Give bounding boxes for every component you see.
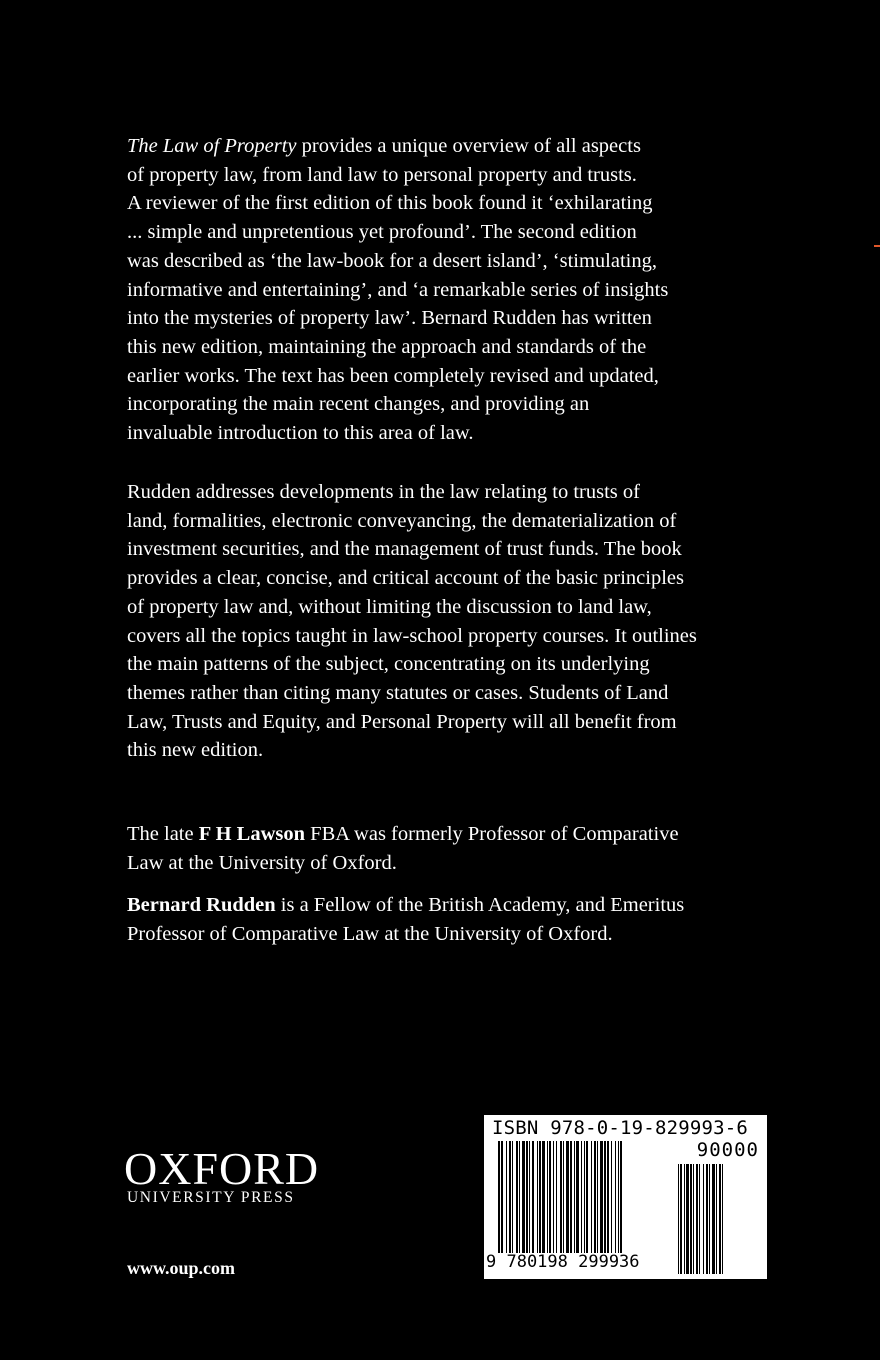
barcode-bar	[542, 1141, 545, 1253]
bio-line: The late F H Lawson FBA was formerly Professor of Comparative	[127, 823, 679, 845]
isbn-barcode	[484, 1115, 767, 1279]
bio-line: Professor of Comparative Law at the University of Oxford.	[127, 922, 613, 945]
blurb-line: themes rather than citing many statutes or cases. Students of Land	[127, 681, 669, 704]
blurb-line: invaluable introduction to this area of law.	[127, 422, 474, 445]
barcode-addon-bars	[678, 1164, 760, 1274]
blurb-line: the main patterns of the subject, concentrating on its underlying	[127, 653, 650, 676]
barcode-bar	[678, 1164, 679, 1274]
blurb-line: earlier works. The text has been completely revised and updated,	[127, 364, 659, 387]
barcode-bar	[526, 1141, 528, 1253]
blurb-paragraph-1	[127, 132, 777, 448]
blurb-line: A reviewer of the first edition of this book found it ‘exhilarating	[127, 192, 653, 215]
barcode-bar	[537, 1141, 538, 1253]
author-bio-lawson	[127, 820, 777, 877]
barcode-bar	[703, 1164, 704, 1274]
blurb-line: of property law and, without limiting the discussion to land law,	[127, 595, 652, 618]
barcode-bar	[563, 1141, 564, 1253]
barcode-bar	[686, 1164, 689, 1274]
barcode-bar	[604, 1141, 606, 1253]
bio-line: Law at the University of Oxford.	[127, 851, 397, 874]
barcode-bar	[566, 1141, 569, 1253]
author-name: F H Lawson	[198, 823, 306, 845]
barcode-bar	[576, 1141, 579, 1253]
barcode-bar	[693, 1164, 694, 1274]
blurb-line: was described as ‘the law-book for a desert island’, ‘stimulating,	[127, 249, 657, 272]
barcode-bar	[709, 1164, 710, 1274]
blurb-line: this new edition.	[127, 739, 264, 762]
barcode-digits: 9 780198 299936	[486, 1252, 640, 1272]
blurb-line: informative and entertaining’, and ‘a remarkable series of insights	[127, 278, 669, 301]
blurb-paragraph-2	[127, 478, 777, 765]
book-title: The Law of Property	[127, 135, 297, 157]
blurb-line: into the mysteries of property law’. Bernard Rudden has written	[127, 307, 652, 330]
barcode-bar	[712, 1164, 715, 1274]
isbn-text: ISBN 978-0-19-829993-6	[492, 1117, 749, 1139]
barcode-bar	[699, 1164, 700, 1274]
barcode-bar	[539, 1141, 541, 1253]
price-code: 90000	[696, 1139, 759, 1161]
oxford-logo-subtitle: UNIVERSITY PRESS	[127, 1189, 295, 1206]
barcode-bar	[591, 1141, 592, 1253]
barcode-bar	[584, 1141, 585, 1253]
barcode-bar	[620, 1141, 622, 1253]
barcode-bar	[581, 1141, 582, 1253]
barcode-bar	[498, 1141, 500, 1253]
author-bio-rudden	[127, 891, 777, 948]
barcode-bar	[684, 1164, 685, 1274]
barcode-bar	[553, 1141, 554, 1253]
barcode-bar	[549, 1141, 551, 1253]
barcode-bar	[690, 1164, 692, 1274]
blurb-line: land, formalities, electronic conveyancing, the dematerialization of	[127, 509, 677, 532]
barcode-bar	[594, 1141, 596, 1253]
barcode-bar	[501, 1141, 503, 1253]
edge-mark	[874, 245, 880, 247]
barcode-bar	[607, 1141, 609, 1253]
barcode-bar	[516, 1141, 518, 1253]
barcode-bar	[512, 1141, 513, 1253]
barcode-bar	[547, 1141, 548, 1253]
barcode-bar	[716, 1164, 717, 1274]
barcode-bar	[618, 1141, 619, 1253]
blurb-line: Law, Trusts and Equity, and Personal Property will all benefit from	[127, 710, 677, 733]
barcode-main-bars	[498, 1141, 668, 1253]
barcode-bar	[611, 1141, 612, 1253]
barcode-bar	[722, 1164, 723, 1274]
blurb-line: covers all the topics taught in law-school property courses. It outlines	[127, 624, 697, 647]
blurb-line: investment securities, and the management of trust funds. The book	[127, 538, 682, 561]
barcode-bar	[532, 1141, 534, 1253]
blurb-line: incorporating the main recent changes, and providing an	[127, 393, 590, 416]
bio-line: Bernard Rudden is a Fellow of the British Academy, and Emeritus	[127, 894, 685, 916]
blurb-line: this new edition, maintaining the approach and standards of the	[127, 335, 647, 358]
blurb-line: provides a clear, concise, and critical account of the basic principles	[127, 567, 684, 590]
barcode-bar	[719, 1164, 721, 1274]
barcode-bar	[680, 1164, 682, 1274]
blurb-line: of property law, from land law to personal property and trusts.	[127, 163, 637, 186]
barcode-bar	[570, 1141, 572, 1253]
barcode-bar	[509, 1141, 511, 1253]
barcode-bar	[586, 1141, 588, 1253]
blurb-line: ... simple and unpretentious yet profound’. The second edition	[127, 221, 637, 244]
barcode-bar	[519, 1141, 520, 1253]
oxford-logo-wordmark: OXFORD	[124, 1143, 320, 1194]
blurb-line: The Law of Property provides a unique overview of all aspects	[127, 135, 641, 157]
barcode-bar	[597, 1141, 598, 1253]
barcode-bar	[696, 1164, 698, 1274]
barcode-bar	[600, 1141, 603, 1253]
barcode-bar	[706, 1164, 708, 1274]
blurb-line: Rudden addresses developments in the law relating to trusts of	[127, 481, 640, 503]
author-name: Bernard Rudden	[127, 894, 276, 916]
barcode-bar	[506, 1141, 507, 1253]
publisher-website: www.oup.com	[127, 1258, 236, 1278]
barcode-bar	[615, 1141, 616, 1253]
barcode-bar	[560, 1141, 562, 1253]
barcode-bar	[574, 1141, 575, 1253]
barcode-bar	[522, 1141, 525, 1253]
barcode-bar	[529, 1141, 530, 1253]
barcode-bar	[556, 1141, 557, 1253]
